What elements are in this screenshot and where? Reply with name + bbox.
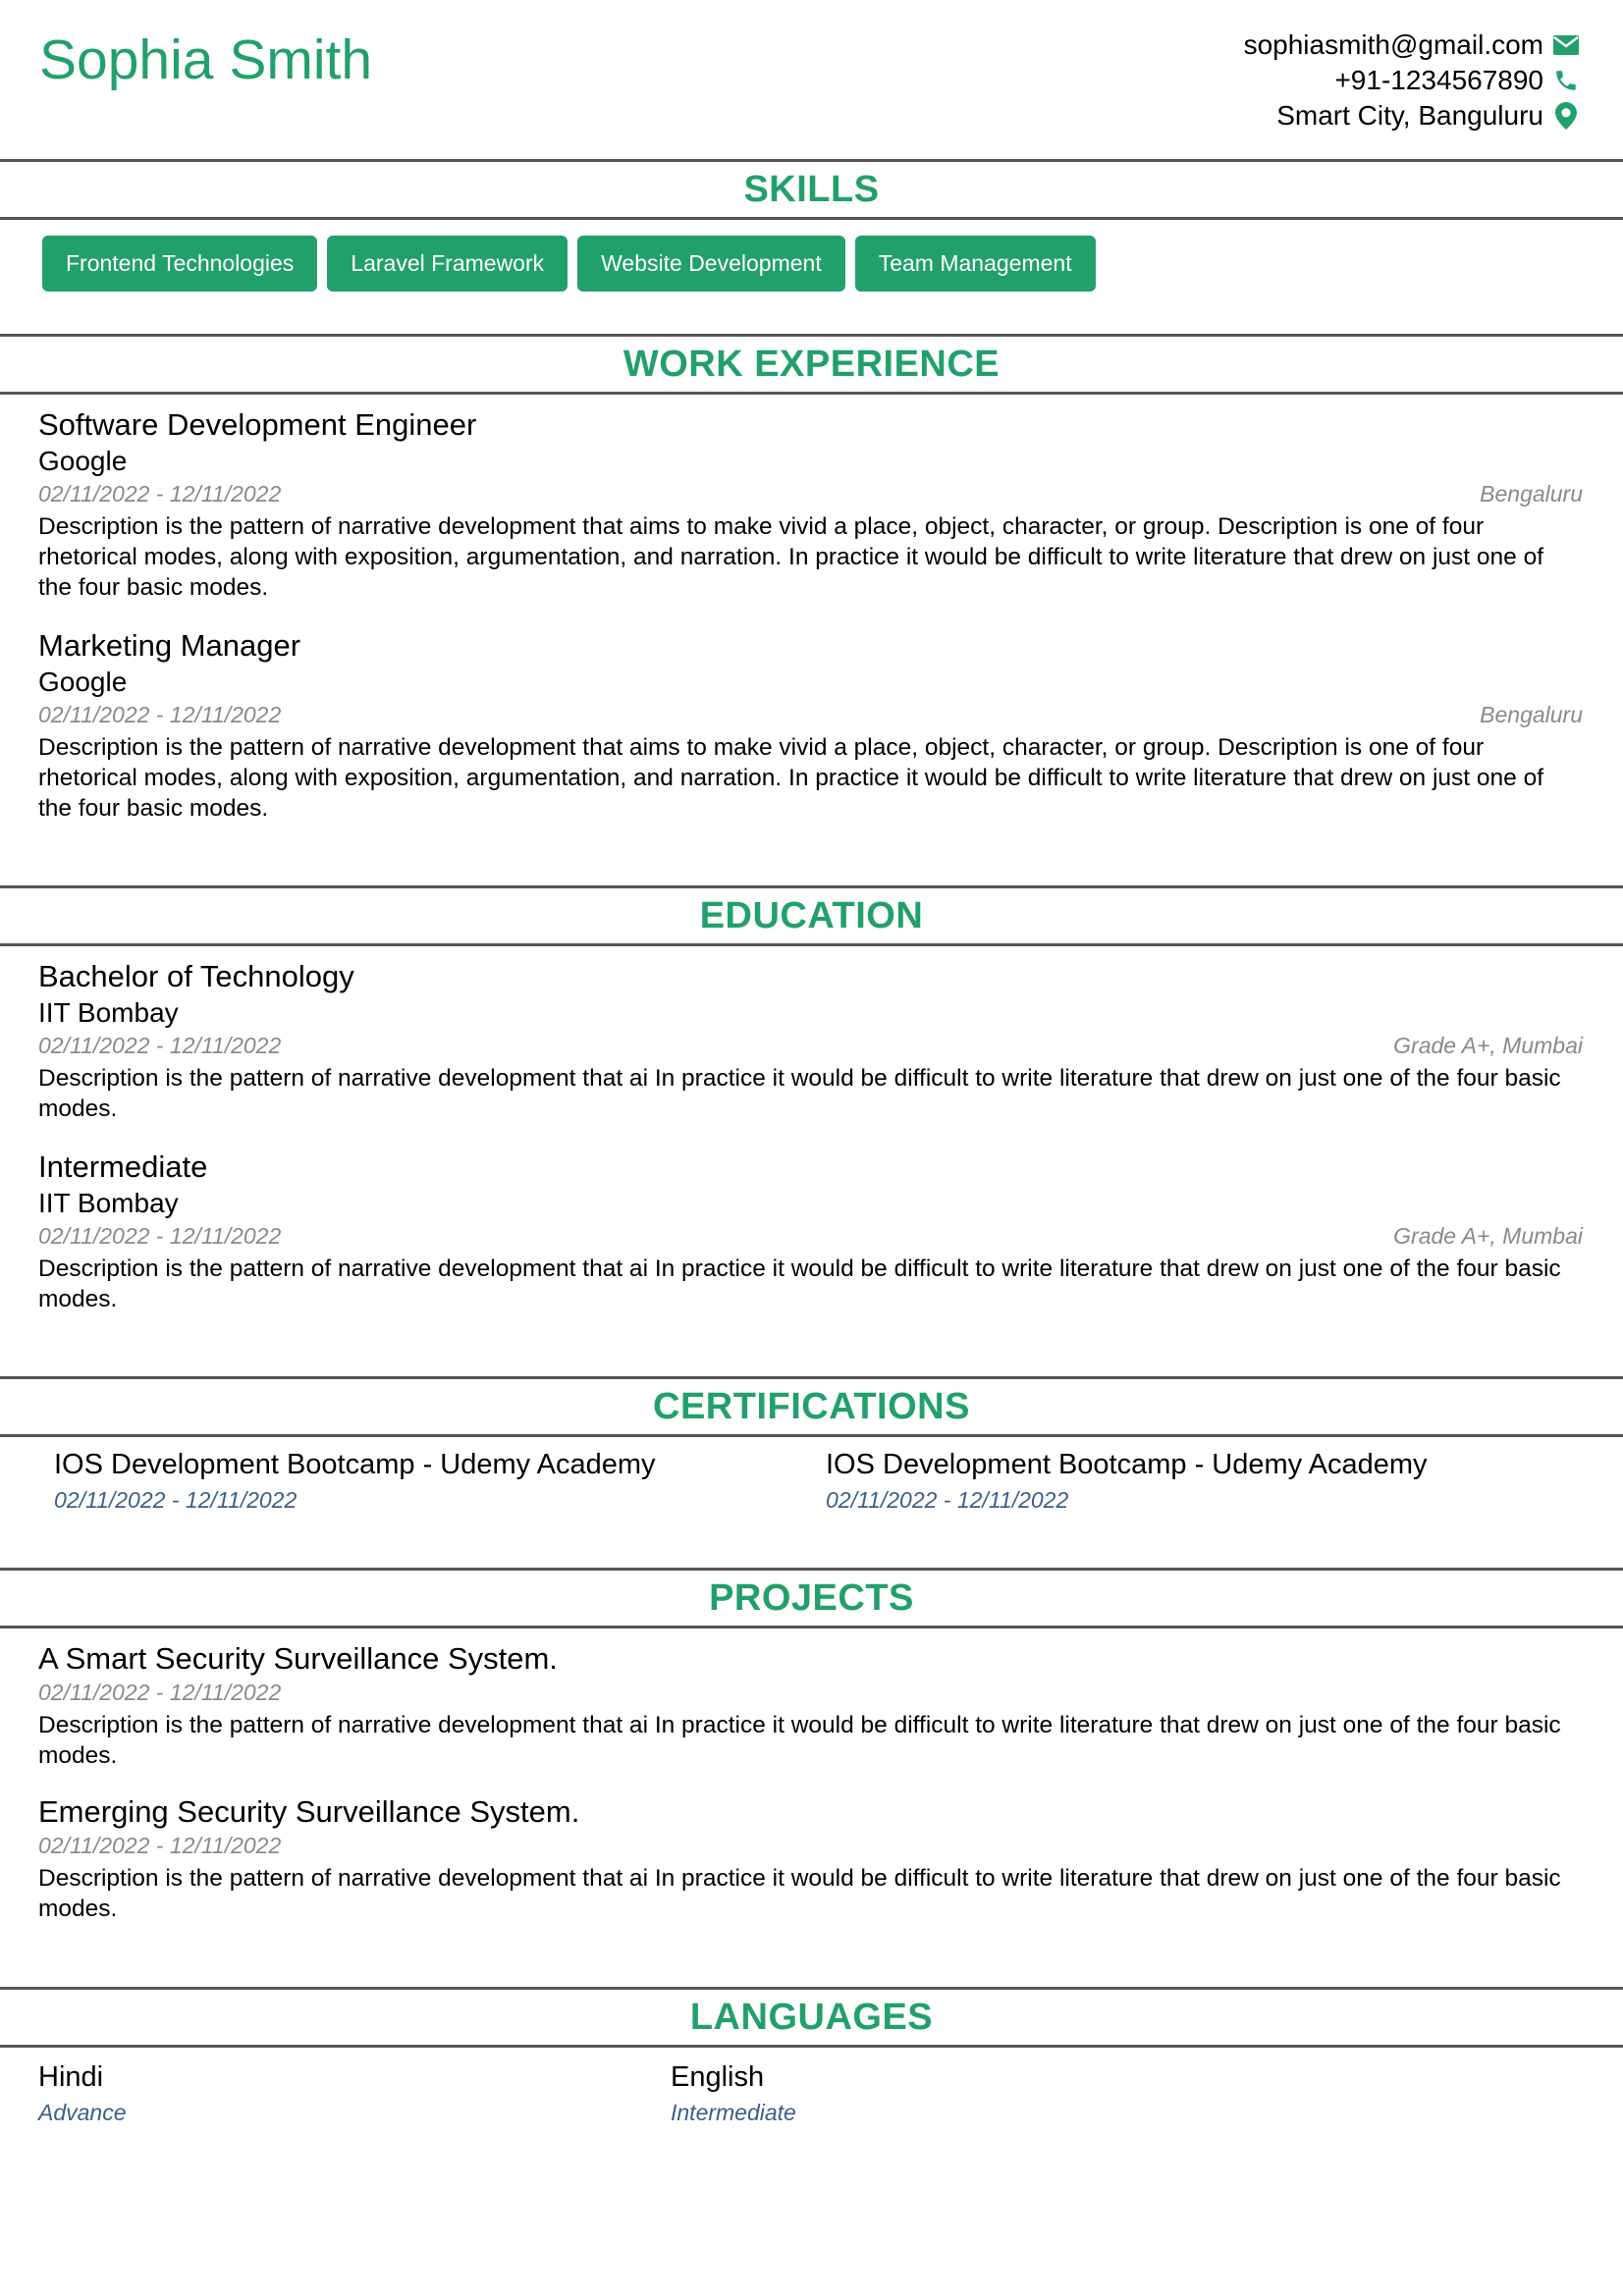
education-entry [38, 958, 1583, 1124]
entry-grade-location: Grade A+, Mumbai [1393, 1223, 1583, 1249]
entry-description: Description is the pattern of narrative development that ai In practice it would be difficult to write literature that drew on just one of the four basic modes. [38, 1255, 1561, 1312]
entry-meta [38, 700, 1583, 730]
certification-dates: 02/11/2022 - 12/11/2022 [54, 1487, 298, 1513]
skill-chip: Laravel Framework [327, 236, 568, 292]
entry-dates: 02/11/2022 - 12/11/2022 [38, 1833, 282, 1858]
language-item [38, 2058, 127, 2129]
work-entry [38, 406, 1583, 603]
entry-description: Description is the pattern of narrative development that aims to make vivid a place, object, character, or group. Description is one of four rhetorical modes, along with exposition, argumentation, and narration. In practice it would be difficult to write literature that drew on just one of the four basic modes. [38, 513, 1543, 601]
languages-heading: LANGUAGES [0, 1987, 1623, 2048]
entry-meta [38, 1031, 1583, 1061]
certification-dates: 02/11/2022 - 12/11/2022 [826, 1487, 1069, 1513]
contact-location [1244, 98, 1581, 133]
entry-description: Description is the pattern of narrative development that aims to make vivid a place, object, character, or group. Description is one of four rhetorical modes, along with exposition, argumentation, and narration. In practice it would be difficult to write literature that drew on just one of the four basic modes. [38, 734, 1543, 822]
project-title: Emerging Security Surveillance System. [38, 1794, 580, 1829]
skill-chip: Team Management [855, 236, 1096, 292]
project-entry [38, 1640, 1583, 1771]
entry-description: Description is the pattern of narrative development that ai In practice it would be difficult to write literature that drew on just one of the four basic modes. [38, 1065, 1561, 1122]
entry-meta [38, 479, 1583, 509]
skill-chip: Website Development [577, 236, 845, 292]
entry-location: Bengaluru [1480, 481, 1583, 507]
language-item [671, 2058, 796, 2129]
phone-icon [1551, 66, 1581, 95]
entry-description: Description is the pattern of narrative development that ai In practice it would be difficult to write literature that drew on just one of the four basic modes. [38, 1865, 1561, 1922]
resume-header [0, 0, 1623, 159]
certification-item [826, 1446, 1572, 1517]
project-title: A Smart Security Surveillance System. [38, 1641, 558, 1676]
certifications-heading: CERTIFICATIONS [0, 1376, 1623, 1437]
language-name: English [671, 2061, 765, 2093]
entry-description: Description is the pattern of narrative development that ai In practice it would be difficult to write literature that drew on just one of the four basic modes. [38, 1712, 1561, 1769]
contact-email [1244, 27, 1581, 63]
skills-heading: SKILLS [0, 159, 1623, 220]
language-level: Intermediate [671, 2100, 796, 2125]
education-heading: EDUCATION [0, 885, 1623, 946]
company-name: Google [38, 667, 128, 697]
skill-chip: Frontend Technologies [42, 236, 317, 292]
education-entry [38, 1148, 1583, 1314]
certification-title: IOS Development Bootcamp - Udemy Academy [54, 1449, 656, 1480]
certification-title: IOS Development Bootcamp - Udemy Academy [826, 1449, 1428, 1480]
map-pin-icon [1551, 101, 1581, 131]
project-entry [38, 1793, 1583, 1924]
phone-text[interactable]: +91-1234567890 [1334, 65, 1543, 95]
entry-dates: 02/11/2022 - 12/11/2022 [38, 702, 282, 727]
degree-title: Intermediate [38, 1149, 208, 1184]
contact-block [1244, 27, 1581, 133]
envelope-icon [1551, 30, 1581, 60]
job-title: Software Development Engineer [38, 407, 477, 442]
contact-phone [1244, 63, 1581, 98]
entry-location: Bengaluru [1480, 702, 1583, 727]
entry-meta [38, 1221, 1583, 1252]
school-name: IIT Bombay [38, 1188, 179, 1218]
skills-list [42, 236, 1096, 292]
entry-meta [38, 1831, 1583, 1861]
company-name: Google [38, 446, 128, 476]
work-entry [38, 627, 1583, 824]
work-heading: WORK EXPERIENCE [0, 334, 1623, 395]
entry-meta [38, 1678, 1583, 1708]
job-title: Marketing Manager [38, 628, 301, 663]
entry-dates: 02/11/2022 - 12/11/2022 [38, 1223, 282, 1249]
entry-dates: 02/11/2022 - 12/11/2022 [38, 1033, 282, 1058]
school-name: IIT Bombay [38, 997, 179, 1028]
language-name: Hindi [38, 2061, 104, 2093]
entry-dates: 02/11/2022 - 12/11/2022 [38, 481, 282, 507]
entry-dates: 02/11/2022 - 12/11/2022 [38, 1680, 282, 1705]
projects-heading: PROJECTS [0, 1568, 1623, 1629]
location-text: Smart City, Banguluru [1276, 100, 1543, 131]
certification-item [54, 1446, 800, 1517]
degree-title: Bachelor of Technology [38, 959, 354, 993]
email-text[interactable]: sophiasmith@gmail.com [1243, 29, 1543, 60]
candidate-name: Sophia Smith [39, 28, 373, 91]
language-level: Advance [38, 2100, 127, 2125]
entry-grade-location: Grade A+, Mumbai [1393, 1033, 1583, 1058]
